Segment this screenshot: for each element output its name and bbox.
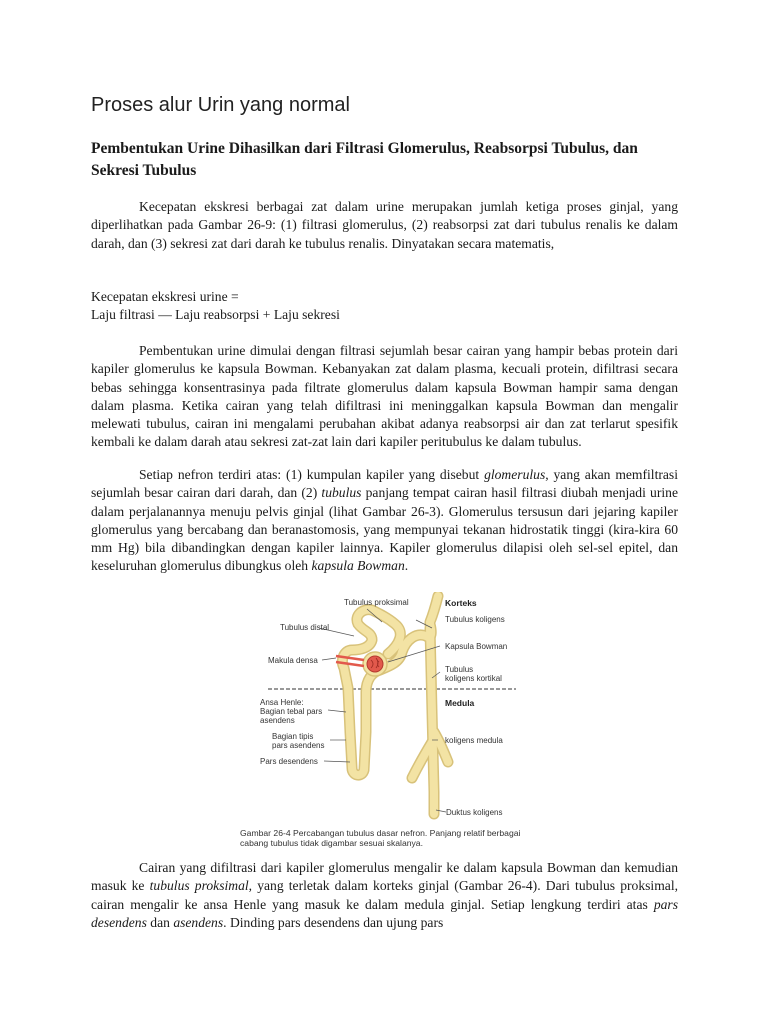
label-korteks: Korteks (445, 598, 477, 608)
paragraph-filtration: Pembentukan urine dimulai dengan filtrasi sejumlah besar cairan yang hampir bebas protein dari kapiler glomerulus ke kapsula Bowman. Kebanyakan zat dalam plasma, kecuali protein, difiltrasi secara bebas sehingga konsentrasinya pada filtrate glomerulus dalam kapsula Bowman hampir sama dengan dalam plasma. Ketika cairan yang telah difiltrasi ini meninggalkan kapsula Bowman dan mengalir melewati tubulus, cairan ini mengalami perubahan akibat adanya reabsorpsi air dan zat terlarut spesifik kembali ke dalam darah atau sekresi zat-zat lain dari kapiler peritubulus ke dalam tubulus. (91, 343, 678, 450)
label-tubulus-kortikal-1: Tubulus (445, 665, 474, 674)
nephron-text-4: . (404, 558, 409, 574)
nephron-text-2: , yang akan memfiltrasi sejumlah besar cairan dari darah, dan (2) (91, 467, 678, 501)
label-bagian-tipis-1: Bagian tipis (272, 732, 314, 741)
label-ansa-henle-1: Ansa Henle: (260, 698, 304, 707)
section-heading: Pembentukan Urine Dihasilkan dari Filtrasi Glomerulus, Reabsorpsi Tubulus, dan Sekresi Tubulus (91, 140, 638, 179)
formula-line-2: Laju filtrasi — Laju reabsorpsi + Laju sekresi (91, 307, 340, 323)
paragraph-flow (91, 859, 678, 932)
label-tubulus-kortikal-2: koligens kortikal (445, 674, 502, 683)
figure-caption: Gambar 26-4 Percabangan tubulus dasar nefron. Panjang relatif berbagai cabang tubulus tidak digambar sesuai skalanya. (240, 828, 521, 848)
label-medula: Medula (445, 698, 475, 708)
paragraph-intro: Kecepatan ekskresi berbagai zat dalam urine merupakan jumlah ketiga proses ginjal, yang diperlihatkan pada Gambar 26-9: (1) filtrasi glomerulus, (2) reabsorpsi zat dari tubulus renalis ke dalam darah, dan (3) sekresi zat dari darah ke tubulus renalis. Dinyatakan secara matematis, (91, 199, 678, 251)
label-duktus-koligens: Duktus koligens (446, 808, 503, 817)
paragraph-nephron (91, 466, 678, 576)
label-tubulus-proksimal: Tubulus proksimal (344, 598, 409, 607)
collecting-fill-duct (430, 628, 434, 814)
flow-term-asendens: asendens (173, 914, 224, 930)
page-title: Proses alur Urin yang normal (91, 94, 350, 116)
label-koligens-medula: koligens medula (445, 736, 503, 745)
leader-pars-desendens (324, 761, 350, 762)
label-kapsula-bowman: Kapsula Bowman (445, 642, 508, 651)
flow-text-2: , yang terletak dalam korteks ginjal (Gambar 26-4). Dari tubulus proksimal, cairan mengalir ke ansa Henle yang masuk ke dalam medula ginjal. Setiap lengkung terdiri atas (91, 878, 678, 912)
glomerulus (367, 656, 383, 672)
label-tubulus-koligens: Tubulus koligens (445, 615, 505, 624)
label-ansa-henle-2: Bagian tebal pars (260, 707, 323, 716)
leader-ansa-henle (328, 710, 346, 712)
leader-makula-densa (322, 658, 336, 660)
nephron-figure (240, 592, 530, 856)
nephron-text-3: panjang tempat cairan hasil filtrasi diubah menjadi urine dalam perjalanannya menuju pelvis ginjal (lihat Gambar 26-3). Glomerulus tersusun dari jejaring kapiler glomerulus yang bercabang dan beranastomosis, yang mempunyai tekanan hidrostatik tinggi (kira-kira 60 mm Hg) bila dibandingkan dengan kapiler lainnya. Kapiler glomerulus dilapisi oleh sel-sel epitel, dan keseluruhan glomerulus dibungkus oleh (91, 485, 678, 574)
flow-term-tubulus-proksimal: tubulus proksimal (149, 878, 249, 894)
nephron-term-kapsula: kapsula Bowman (311, 558, 405, 574)
tubule-fill (342, 596, 448, 814)
flow-term-pars-desendens: pars desendens (91, 896, 678, 930)
label-bagian-tipis-2: pars asendens (272, 741, 325, 750)
flow-text-3: dan (146, 914, 174, 930)
flow-text-4: . Dinding pars desendens dan ujung pars (223, 914, 444, 930)
label-ansa-henle-3: asendens (260, 716, 295, 725)
nephron-term-tubulus: tubulus (321, 485, 362, 501)
label-makula-densa: Makula densa (268, 656, 318, 665)
label-pars-desendens: Pars desendens (260, 757, 318, 766)
nephron-text-1: Setiap nefron terdiri atas: (1) kumpulan kapiler yang disebut (139, 467, 485, 482)
formula-block (91, 288, 340, 325)
formula-line-1: Kecepatan ekskresi urine = (91, 289, 239, 304)
flow-text-1: Cairan yang difiltrasi dari kapiler glomerulus mengalir ke dalam kapsula Bowman dan kemudian masuk ke (91, 860, 678, 894)
nephron-diagram (240, 592, 530, 826)
label-tubulus-distal: Tubulus distal (280, 623, 330, 632)
nephron-term-glomerulus: glomerulus (484, 467, 546, 482)
